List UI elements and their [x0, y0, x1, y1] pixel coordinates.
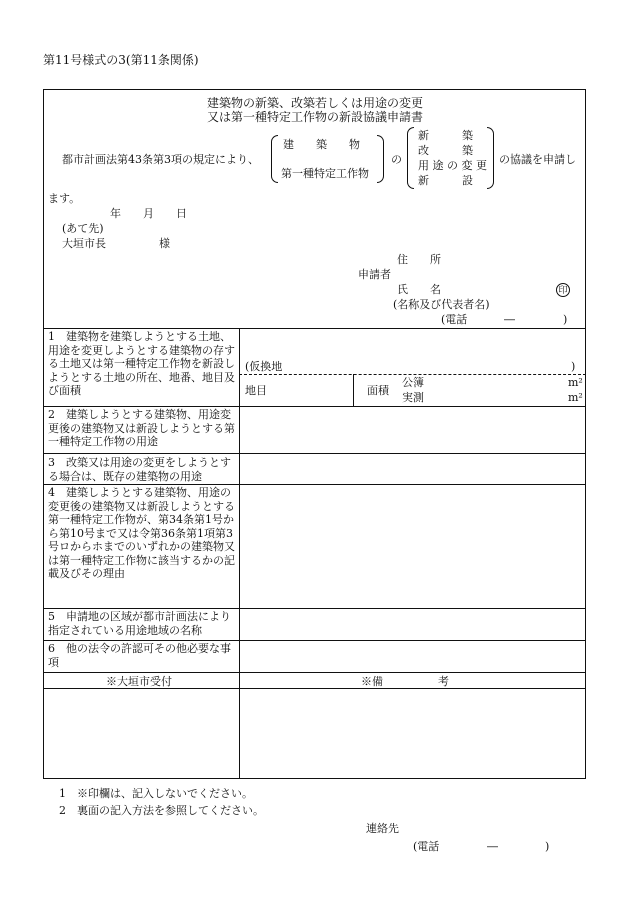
row-line-3: [43, 484, 586, 485]
contact-label: 連絡先: [366, 822, 399, 835]
reception-header: ※大垣市受付: [106, 675, 172, 688]
contact-phone-label: (電話: [413, 840, 440, 853]
honorific: 様: [159, 237, 170, 250]
bracket-left-2: [407, 127, 414, 189]
jissoku-label: 実測: [402, 391, 424, 404]
bracket2-use-change: 用 途 の 変 更: [418, 159, 487, 172]
seal-icon: 印: [556, 283, 570, 297]
area-divider: [353, 374, 354, 406]
unit-jissoku: m²: [568, 391, 583, 404]
remarks-header: ※備 考: [361, 675, 449, 688]
menseki-label: 面積: [367, 384, 389, 397]
row-4-label: 4 建築しようとする建築物、用途の変更後の建築物又は新設しようとする第一種特定工作物が、第34条第1号から第10号まで又は令第36条第1項第3号ロからホまでのいずれかの建築物又は第一種特定工作物に該当するかの記載及びその理由: [48, 486, 235, 580]
row-3-label: 3 改築又は用途の変更をしようとする場合は、既存の建築物の用途: [48, 456, 231, 483]
row-1-label: 1 建築物を建築しようとする土地、用途を変更しようとする建築物の存する土地又は第一種特定工作物を新設しようとする土地の所在、地番、地目及び面積: [48, 330, 235, 397]
row-line-1: [43, 406, 586, 407]
bracket-right-1: [377, 135, 384, 183]
intro-tail: ます。: [48, 192, 81, 205]
kari-kanchi-close: ): [571, 360, 576, 373]
row-line-6: [43, 672, 586, 673]
addressee-label: (あて先): [62, 222, 104, 235]
chimoku-label: 地目: [245, 384, 267, 397]
intro-prefix: 都市計画法第43条第3項の規定により、: [62, 153, 259, 166]
row-5-label: 5 申請地の区域が都市計画法により指定されている用途地域の名称: [48, 610, 231, 637]
address-label: 住 所: [397, 253, 441, 266]
row-6-label: 6 他の法令の許認可その他必要な事項: [48, 642, 231, 669]
bracket1-structure: 第一種特定工作物: [281, 167, 369, 180]
row-line-2: [43, 453, 586, 454]
kari-kanchi-label: (仮換地: [245, 360, 283, 373]
name-note: (名称及び代表者名): [393, 298, 490, 311]
table-top-border: [43, 328, 586, 329]
form-title-line2: 又は第一種特定工作物の新設協議申請書: [207, 110, 424, 124]
intro-suffix: の協議を申請し: [499, 153, 576, 166]
koubo-label: 公簿: [402, 376, 424, 389]
date-line: 年 月 日: [110, 207, 187, 220]
phone-label: (電話: [441, 313, 468, 326]
phone-close: ): [563, 313, 568, 326]
row-2-label: 2 建築しようとする建築物、用途変更後の建築物又は新設しようとする第一種特定工作物の用途: [48, 408, 235, 448]
bracket-left-1: [271, 135, 278, 183]
bracket2-rebuild: 改 築: [418, 144, 473, 157]
applicant-label: 申請者: [358, 268, 391, 281]
row-line-4: [43, 608, 586, 609]
form-title-line1: 建築物の新築、改築若しくは用途の変更: [207, 96, 424, 110]
note-2: 2 裏面の記入方法を参照してください。: [59, 804, 264, 817]
unit-koubo: m²: [568, 376, 583, 389]
bracket2-new-install: 新 設: [418, 174, 473, 187]
table-divider: [239, 328, 240, 779]
addressee: 大垣市長: [62, 237, 106, 250]
bracket-right-2: [487, 127, 494, 189]
form-number: 第11号様式の3(第11条関係): [43, 53, 199, 67]
bracket2-new-build: 新 築: [418, 129, 473, 142]
phone-dash: ―: [504, 313, 515, 326]
note-1: 1 ※印欄は、記入しないでください。: [59, 787, 253, 800]
contact-phone-close: ): [545, 840, 550, 853]
row-line-5: [43, 640, 586, 641]
contact-phone-dash: ―: [487, 840, 498, 853]
bracket1-building: 建 築 物: [283, 138, 360, 151]
intro-no: の: [391, 153, 402, 166]
kari-divider: [239, 374, 586, 375]
name-label: 氏 名: [397, 283, 441, 296]
